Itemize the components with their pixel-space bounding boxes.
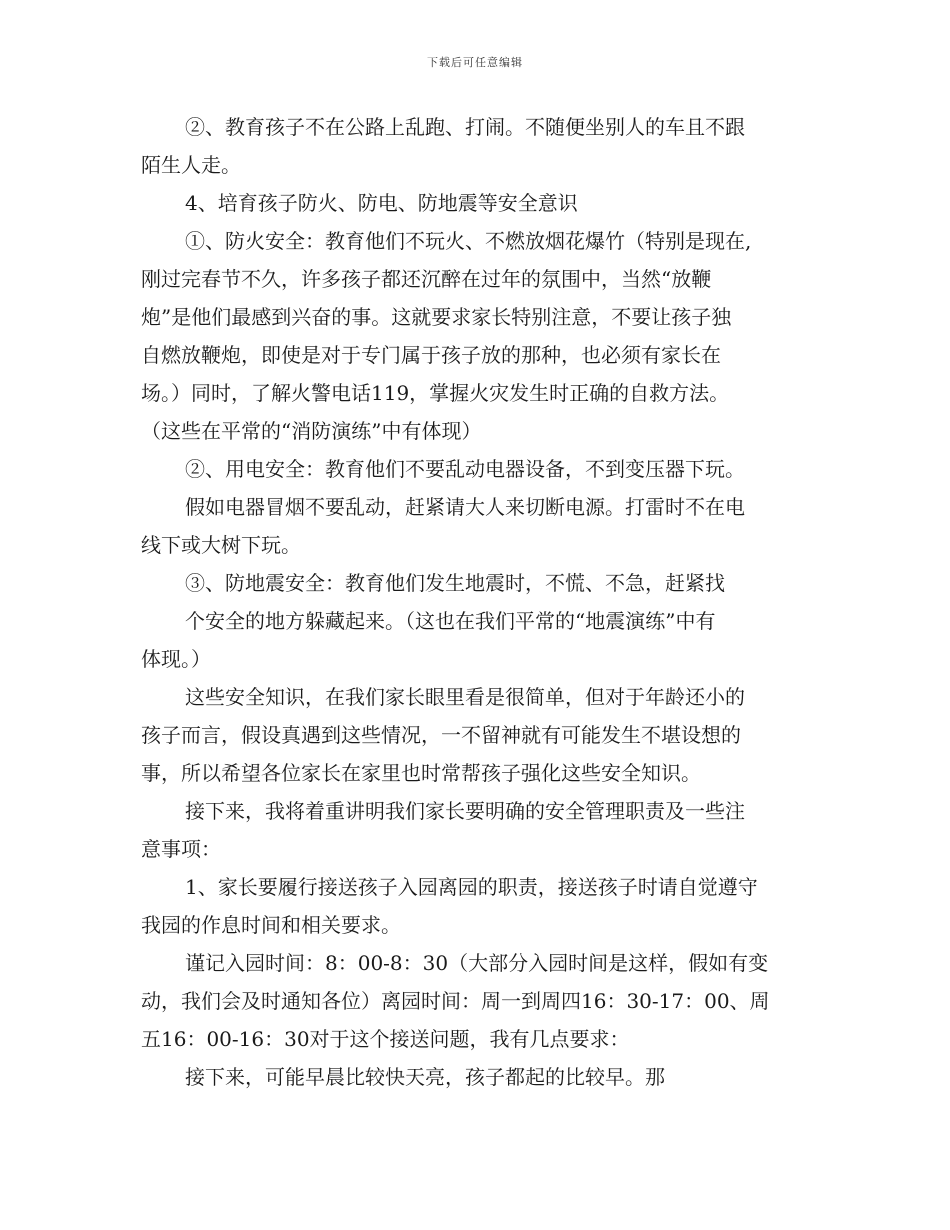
paragraph-line: 孩子而言，假设真遇到这些情况，一不留神就有可能发生不堪设想的 (141, 723, 741, 747)
paragraph-line: 个安全的地方躲藏起来。（这也在我们平常的“地震演练”中有 (185, 609, 716, 633)
paragraph-line: ②、用电安全：教育他们不要乱动电器设备，不到变压器下玩。 (185, 457, 745, 481)
paragraph-line: 场。）同时，了解火警电话119，掌握火灾发生时正确的自救方法。 (141, 381, 730, 405)
paragraph-line: ③、防地震安全：教育他们发生地震时，不慌、不急，赶紧找 (185, 571, 725, 595)
paragraph-line: 接下来，我将着重讲明我们家长要明确的安全管理职责及一些注 (185, 799, 745, 823)
paragraph-line: ①、防火安全：教育他们不玩火、不燃放烟花爆竹（特别是现在, (185, 229, 752, 253)
paragraph-line: 动，我们会及时通知各位）离园时间：周一到周四16：30-17：00、周 (141, 989, 770, 1013)
paragraph-line: 陌生人走。 (141, 153, 241, 177)
paragraph-line: 五16：00-16：30对于这个接送问题，我有几点要求： (141, 1027, 630, 1051)
paragraph-line: 意事项： (141, 837, 221, 861)
paragraph-line: 自燃放鞭炮，即使是对于专门属于孩子放的那种，也必须有家长在 (141, 343, 721, 367)
paragraph-line: 炮”是他们最感到兴奋的事。这就要求家长特别注意，不要让孩子独 (141, 305, 732, 329)
paragraph-line: 谨记入园时间：8：00-8：30（大部分入园时间是这样，假如有变 (185, 951, 769, 975)
paragraph-line: 这些安全知识，在我们家长眼里看是很简单，但对于年龄还小的 (185, 685, 745, 709)
paragraph-line: ②、教育孩子不在公路上乱跑、打闹。不随便坐别人的车且不跟 (185, 115, 745, 139)
page-header: 下载后可任意编辑 (427, 56, 523, 69)
paragraph-line: 刚过完春节不久，许多孩子都还沉醉在过年的氛围中，当然“放鞭 (141, 267, 712, 291)
paragraph-line: 线下或大树下玩。 (141, 533, 301, 557)
paragraph-line: 假如电器冒烟不要乱动，赶紧请大人来切断电源。打雷时不在电 (185, 495, 745, 519)
paragraph-line: （这些在平常的“消防演练”中有体现） (141, 419, 482, 443)
paragraph-line: 1、家长要履行接送孩子入园离园的职责，接送孩子时请自觉遵守 (185, 875, 758, 899)
document-body (141, 108, 811, 1096)
paragraph-line: 体现。） (141, 647, 211, 671)
paragraph-line: 事，所以希望各位家长在家里也时常帮孩子强化这些安全知识。 (141, 761, 701, 785)
section-heading: 4、培育孩子防火、防电、防地震等安全意识 (185, 191, 578, 215)
paragraph-line: 接下来，可能早晨比较快天亮，孩子都起的比较早。那 (185, 1065, 665, 1089)
paragraph-line: 我园的作息时间和相关要求。 (141, 913, 401, 937)
